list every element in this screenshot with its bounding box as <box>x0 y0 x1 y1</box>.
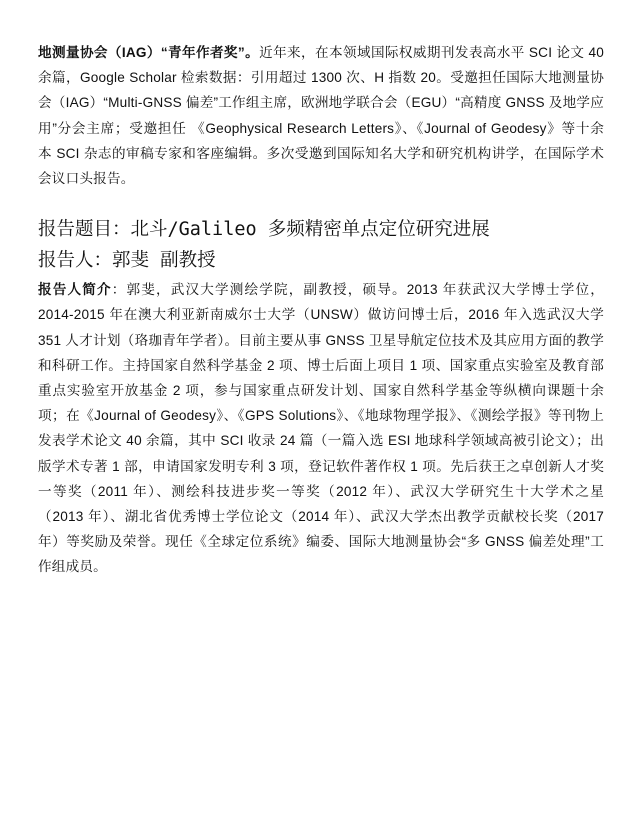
previous-bio-award: 地测量协会（IAG）“青年作者奖”。 <box>38 45 260 60</box>
reporter-line <box>38 245 604 277</box>
previous-bio-text: 近年来，在本领域国际权威期刊发表高水平 SCI 论文 40 余篇，Google Scholar 检索数据：引用超过 1300 次、H 指数 20。受邀担任国际大地测量协会（IAG）“Multi-GNSS 偏差”工作组主席，欧洲地学联合会（EGU）“高精度 GNSS 及地学应用”分会主席；受邀担任 《Geophysical Research Letters》、《Journal of Geodesy》等十余本 SCI 杂志的审稿专家和客座编辑。多次受邀到国际知名大学和研究机构讲学，在国际学术会议口头报告。 <box>38 45 604 187</box>
report-title: 报告题目：北斗/Galileo 多频精密单点定位研究进展 <box>38 219 490 241</box>
reporter-intro-paragraph <box>38 277 604 579</box>
reporter-intro-text: ：郭斐，武汉大学测绘学院，副教授，硕导。2013 年获武汉大学博士学位，2014-2015 年在澳大利亚新南威尔士大学（UNSW）做访问博士后，2016 年入选武汉大学 351 人才计划（珞珈青年学者）。目前主要从事 GNSS 卫星导航定位技术及其应用方面的教学和科研工作。主持国家自然科学基金 2 项、博士后面上项目 1 项、国家重点实验室及教育部重点实验室开放基金 2 项，参与国家重点研发计划、国家自然科学基金等纵横向课题十余项；在《Journal of Geodesy》、《GPS Solutions》、《地球物理学报》、《测绘学报》等刊物上发表学术论文 40 余篇，其中 SCI 收录 24 篇（一篇入选 ESI 地球科学领域高被引论文）；出版学术专著 1 部，申请国家发明专利 3 项，登记软件著作权 1 项。先后获王之卓创新人才奖一等奖（2011 年）、测绘科技进步奖一等奖（2012 年）、武汉大学研究生十大学术之星（2013 年）、湖北省优秀博士学位论文（2014 年）、武汉大学杰出教学贡献校长奖（2017 年）等奖励及荣誉。现任《全球定位系统》编委、国际大地测量协会“多 GNSS 偏差处理”工作组成员。 <box>38 282 604 575</box>
previous-bio-paragraph <box>38 40 604 191</box>
reporter-label: 报告人： <box>38 250 113 272</box>
reporter-name: 郭斐 副教授 <box>112 250 216 272</box>
document-page <box>38 40 604 580</box>
section-spacer <box>38 191 604 215</box>
reporter-intro-label: 报告人简介 <box>38 282 112 298</box>
